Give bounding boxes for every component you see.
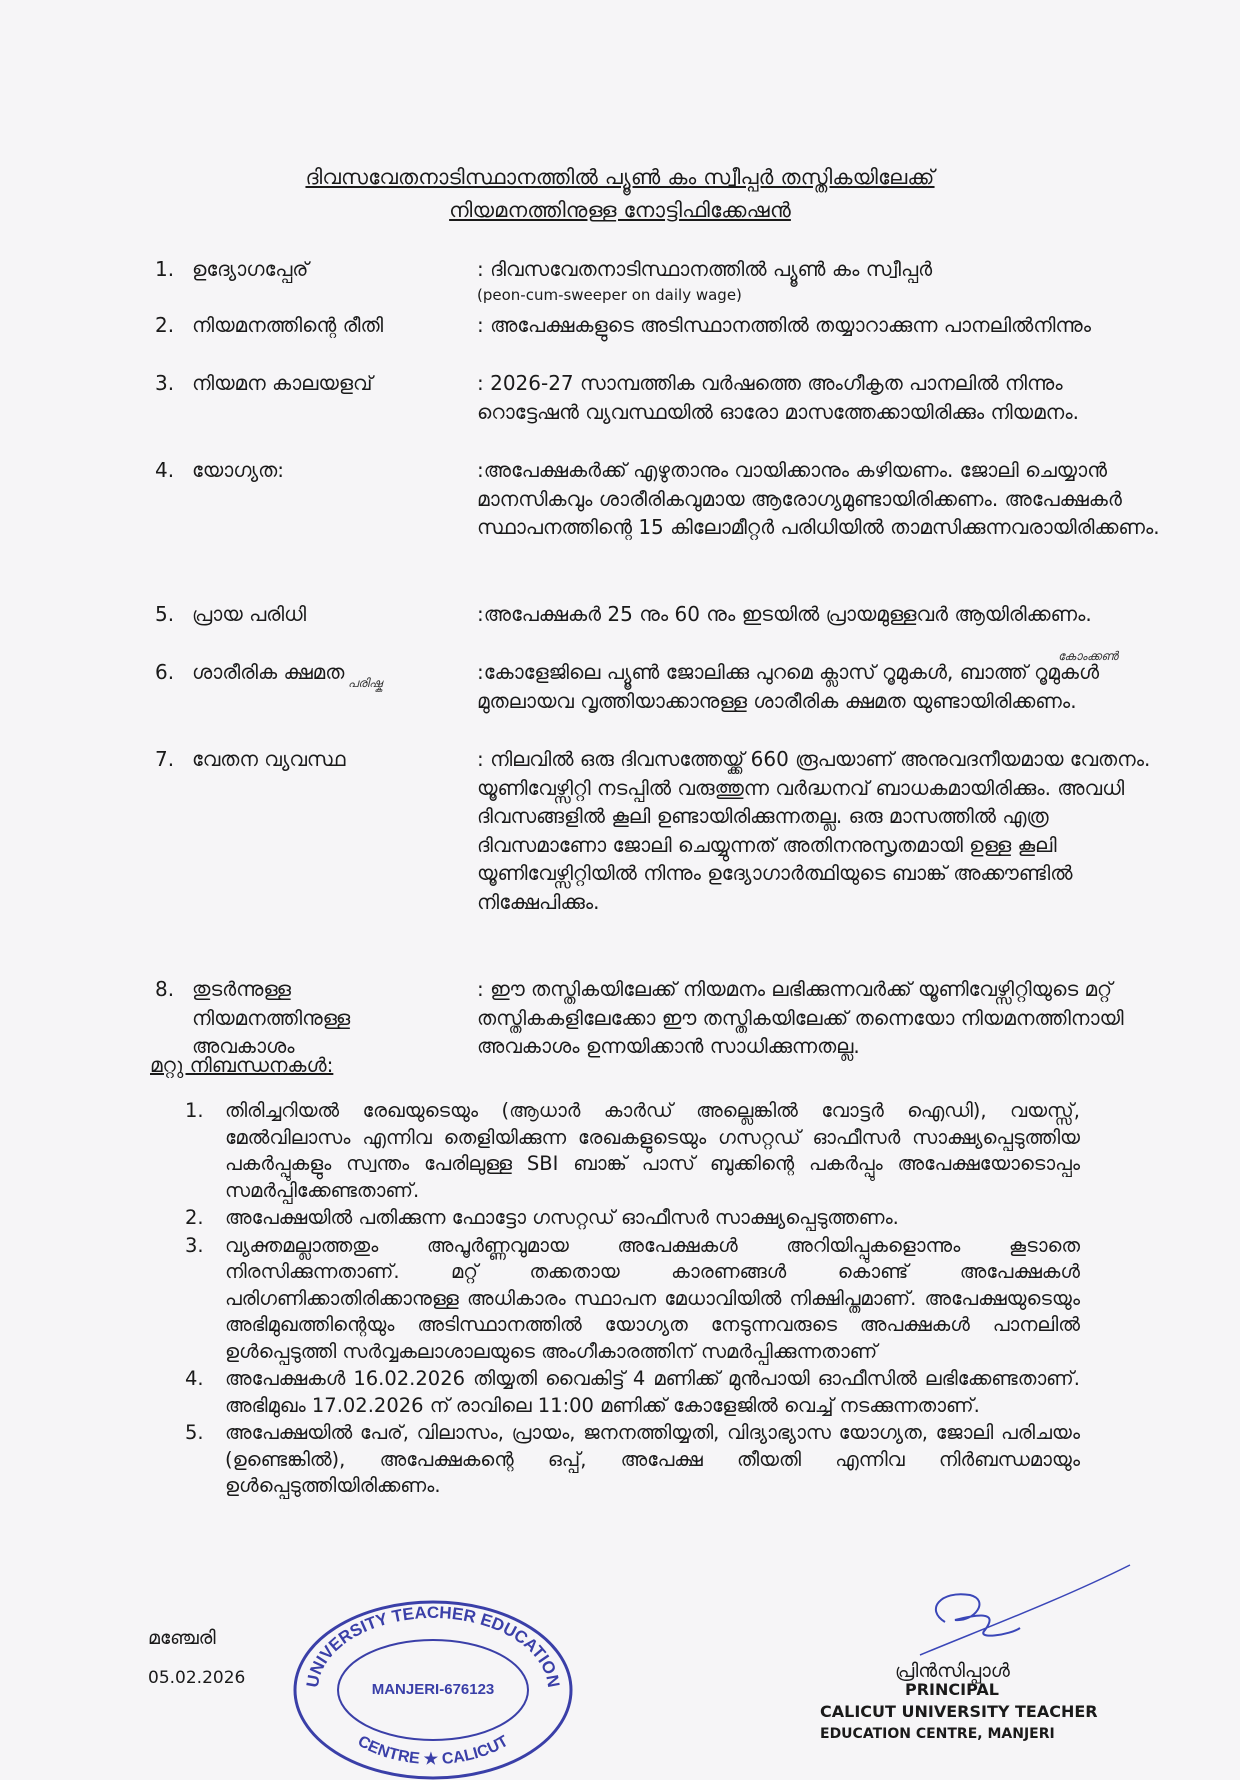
item-label: നിയമന കാലയളവ്	[192, 371, 373, 395]
handwritten-annotation: കോംക്കൺ	[1058, 649, 1119, 663]
item-label: പ്രായ പരിധി	[192, 602, 307, 626]
condition-number: 3.	[185, 1233, 204, 1257]
place-label: മഞ്ചേരി	[148, 1627, 216, 1649]
conditions-list	[185, 1098, 1085, 1501]
document-title-line2: നിയമനത്തിനുള്ള നോട്ടിഫിക്കേഷൻ	[449, 198, 791, 222]
item-value: :അപേക്ഷകർക്ക് എഴുതാനും വായിക്കാനും കഴിയണം. ജോലി ചെയ്യാൻ മാനസികവും ശാരീരികവുമായ ആരോഗ്യമുണ്ടായിരിക്കണം. അപേക്ഷകർ സ്ഥാപനത്തിന്റെ 15 കിലോമീറ്റർ പരിധിയിൽ താമസിക്കുന്നവരായിരിക്കണം.	[477, 458, 1160, 539]
item-number: 3.	[155, 371, 175, 395]
condition-item	[185, 1205, 1085, 1232]
condition-text: അപേക്ഷയിൽ പേര്, വിലാസം, പ്രായം, ജനനത്തിയ്യതി, വിദ്യാഭ്യാസ യോഗ്യത, ജോലി പരിചയം (ഉണ്ടെങ്കിൽ), അപേക്ഷകന്റെ ഒപ്പ്, അപേക്ഷ തീയതി എന്നിവ നിർബന്ധമായും ഉൾപ്പെടുത്തിയിരിക്കണം.	[225, 1421, 1080, 1497]
condition-item	[185, 1098, 1085, 1204]
item-label: വേതന വ്യവസ്ഥ	[192, 747, 346, 771]
condition-number: 4.	[185, 1367, 204, 1390]
document-title-line1: ദിവസവേതനാടിസ്ഥാനത്തിൽ പ്യൂൺ കം സ്വീപ്പർ തസ്തികയിലേക്ക്	[305, 165, 935, 189]
item-value: : ഈ തസ്തികയിലേക്ക് നിയമനം ലഭിക്കുന്നവർക്ക് യൂണിവേഴ്സിറ്റിയുടെ മറ്റ് തസ്തികകളിലേക്കോ ഈ തസ്തികയിലേക്ക് തന്നെയോ നിയമനത്തിനായി അവകാശം ഉന്നയിക്കാൻ സാധിക്കുന്നതല്ല.	[477, 977, 1124, 1058]
condition-number: 1.	[185, 1099, 204, 1122]
condition-item	[185, 1420, 1085, 1500]
item-value: : അപേക്ഷകളുടെ അടിസ്ഥാനത്തിൽ തയ്യാറാക്കുന്ന പാനലിൽനിന്നും	[477, 313, 1092, 337]
date-label: 05.02.2026	[148, 1668, 246, 1688]
detail-item-age-limit	[155, 600, 1195, 658]
institution-name-line2: EDUCATION CENTRE, MANJERI	[820, 1726, 1055, 1742]
handwritten-annotation: പരിഷ്ക	[348, 676, 383, 690]
signatory-title-en: PRINCIPAL	[905, 1680, 999, 1699]
condition-number: 5.	[185, 1421, 204, 1444]
item-value: : ദിവസവേതനാടിസ്ഥാനത്തിൽ പ്യൂൺ കം സ്വീപ്പർ	[477, 257, 933, 281]
item-value: :കോളേജിലെ പ്യൂൺ ജോലിക്കു പുറമെ ക്ലാസ് റൂമുകൾ, ബാത്ത് റൂമുകൾ മുതലായവ വൃത്തിയാക്കാനുള്ള ശാരീരിക ക്ഷമത യുണ്ടായിരിക്കണം.	[477, 660, 1100, 713]
handwritten-signature	[880, 1560, 1140, 1670]
item-value: : നിലവിൽ ഒരു ദിവസത്തേയ്ക്ക് 660 രൂപയാണ് അനുവദനീയമായ വേതനം. യൂണിവേഴ്സിറ്റി നടപ്പിൽ വരുത്തുന്ന വർദ്ധനവ് ബാധകമായിരിക്കും. അവധി ദിവസങ്ങളിൽ കൂലി ഉണ്ടായിരിക്കുന്നതല്ല. ഒരു മാസത്തിൽ എത്ര ദിവസമാണോ ജോലി ചെയ്യുന്നത് അതിനനുസൃതമായി ഉള്ള കൂലി യൂണിവേഴ്സിറ്റിയിൽ നിന്നും ഉദ്യോഗാർത്ഥിയുടെ ബാങ്ക് അക്കൗണ്ടിൽ നിക്ഷേപിക്കും.	[477, 747, 1151, 914]
seal-top-text: UNIVERSITY TEACHER EDUCATION	[302, 1602, 564, 1689]
details-list	[155, 255, 1195, 1090]
item-label: ശാരീരിക ക്ഷമത	[192, 660, 345, 684]
detail-item-designation	[155, 255, 1195, 311]
item-label: യോഗ്യത:	[192, 458, 284, 482]
institution-name-line1: CALICUT UNIVERSITY TEACHER	[820, 1702, 1098, 1721]
detail-item-qualification	[155, 456, 1195, 600]
condition-item	[185, 1233, 1085, 1366]
signatory-title-ml: പ്രിൻസിപ്പാൾ	[895, 1660, 1010, 1682]
detail-item-period	[155, 369, 1195, 456]
item-label: നിയമനത്തിന്റെ രീതി	[192, 313, 384, 337]
condition-text: അപേക്ഷയിൽ പതിക്കുന്ന ഫോട്ടോ ഗസറ്റഡ് ഓഫീസർ സാക്ഷ്യപ്പെടുത്തണം.	[225, 1206, 899, 1229]
condition-text: അപേക്ഷകൾ 16.02.2026 തിയ്യതി വൈകിട്ട് 4 മണിക്ക് മുൻപായി ഓഫീസിൽ ലഭിക്കേണ്ടതാണ്. അഭിമുഖം 17.02.2026 ന് രാവിലെ 11:00 മണിക്ക് കോളേജിൽ വെച്ച് നടക്കുന്നതാണ്.	[225, 1367, 1080, 1417]
item-note: (peon-cum-sweeper on daily wage)	[477, 285, 742, 304]
item-number: 5.	[155, 602, 175, 626]
item-number: 2.	[155, 313, 175, 337]
detail-item-physical-fitness	[155, 658, 1195, 745]
item-value: :അപേക്ഷകർ 25 നും 60 നും ഇടയിൽ പ്രായമുള്ളവർ ആയിരിക്കണം.	[477, 602, 1092, 626]
detail-item-method	[155, 311, 1195, 369]
condition-text: വ്യക്തമല്ലാത്തതും അപൂർണ്ണവുമായ അപേക്ഷകൾ അറിയിപ്പുകളൊന്നും കൂടാതെ നിരസിക്കുന്നതാണ്. മറ്റ് തക്കതായ കാരണങ്ങൾ കൊണ്ട് അപേക്ഷകൾ പരിഗണിക്കാതിരിക്കാനുള്ള അധികാരം സ്ഥാപന മേധാവിയിൽ നിക്ഷിപ്തമാണ്. അപേക്ഷയുടെയും അഭിമുഖത്തിന്റെയും അടിസ്ഥാനത്തിൽ യോഗ്യത നേടുന്നവരുടെ അപക്ഷകൾ പാനലിൽ ഉൾപ്പെടുത്തി സർവ്വകലാശാലയുടെ അംഗീകാരത്തിന് സമർപ്പിക്കുന്നതാണ്	[225, 1233, 1080, 1363]
item-label: ഉദ്യോഗപ്പേര്	[192, 257, 309, 281]
detail-item-wage	[155, 745, 1195, 975]
conditions-heading: മറ്റു നിബന്ധനകൾ:	[150, 1053, 334, 1077]
item-value-wrapper	[477, 255, 1167, 311]
condition-text: തിരിച്ചറിയൽ രേഖയുടെയും (ആധാർ കാർഡ് അല്ലെങ്കിൽ വോട്ടർ ഐഡി), വയസ്സ്, മേൽവിലാസം എന്നിവ തെളിയിക്കുന്ന രേഖകളുടെയും ഗസറ്റഡ് ഓഫീസർ സാക്ഷ്യപ്പെടുത്തിയ പകർപ്പുകളും സ്വന്തം പേരിലുള്ള SBI ബാങ്ക് പാസ് ബുക്കിന്റെ പകർപ്പും അപേക്ഷയോടൊപ്പം സമർപ്പിക്കേണ്ടതാണ്.	[225, 1099, 1080, 1202]
seal-center-text: MANJERI-676123	[371, 1681, 495, 1698]
seal-bottom-text: CENTRE ★ CALICUT	[354, 1732, 512, 1769]
item-value: : 2026-27 സാമ്പത്തിക വർഷത്തെ അംഗീകൃത പാനലിൽ നിന്നും റൊട്ടേഷൻ വ്യവസ്ഥയിൽ ഓരോ മാസത്തേക്കായിരിക്കും നിയമനം.	[477, 371, 1079, 424]
item-number: 4.	[155, 458, 175, 482]
item-label: തുടർന്നുള്ള നിയമനത്തിനുള്ള അവകാശം	[192, 977, 351, 1058]
item-number: 1.	[155, 257, 175, 281]
item-number: 7.	[155, 747, 175, 771]
office-seal	[288, 1590, 578, 1780]
condition-item	[185, 1366, 1085, 1419]
item-number: 8.	[155, 977, 175, 1001]
condition-number: 2.	[185, 1206, 204, 1229]
item-number: 6.	[155, 660, 175, 684]
